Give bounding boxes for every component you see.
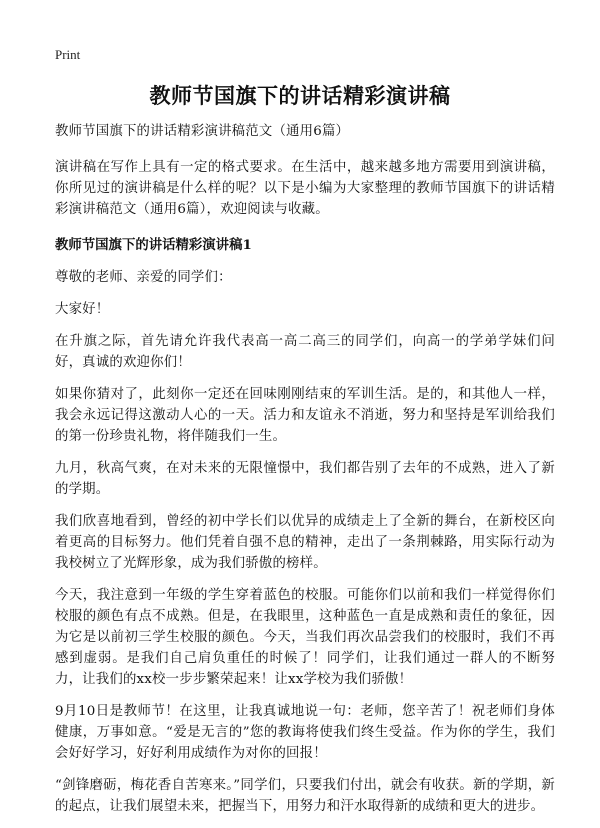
body-paragraph: “剑锋磨砺，梅花香自苦寒来。”同学们，只要我们付出，就会有收获。新的学期，新的起点，让我们展望未来，把握当下，用努力和汗水取得新的成绩和更大的进步。 <box>55 778 555 814</box>
body-paragraph: 我们欣喜地看到，曾经的初中学长们以优异的成绩走上了全新的舞台，在新校区向着更高的目标努力。他们凭着自强不息的精神，走出了一条荆棘路，用实际行动为我校树立了光辉形象，成为我们骄傲的榜样。 <box>55 514 555 571</box>
body-paragraph: 9月10日是教师节！在这里，让我真诚地说一句：老师，您辛苦了！祝老师们身体健康，万事如意。“爱是无言的”您的教诲将使我们终生受益。作为你的学生，我们会好好学习，好好利用成绩作为对你的回报！ <box>55 704 555 761</box>
article-subtitle: 教师节国旗下的讲话精彩演讲稿范文（通用6篇） <box>55 124 350 139</box>
body-paragraph: 今天，我注意到一年级的学生穿着蓝色的校服。可能你们以前和我们一样觉得你们校服的颜色有点不成熟。但是，在我眼里，这种蓝色一直是成熟和责任的象征，因为它是以前初三学生校服的颜色。今天，当我们再次品尝我们的校服时，我们不再感到虚弱。是我们自己肩负重任的时候了！同学们，让我们通过一群人的不断努力，让我们的xx校一步步繁荣起来！让xx学校为我们骄傲！ <box>55 588 555 687</box>
intro-paragraph: 演讲稿在写作上具有一定的格式要求。在生活中，越来越多地方需要用到演讲稿，你所见过的演讲稿是什么样的呢？以下是小编为大家整理的教师节国旗下的讲话精彩演讲稿范文（通用6篇），欢迎阅读与收藏。 <box>55 160 555 217</box>
body-paragraph: 尊敬的老师、亲爱的同学们： <box>55 270 232 285</box>
body-paragraph: 在升旗之际，首先请允许我代表高一高二高三的同学们，向高一的学弟学妹们问好，真诚的欢迎你们！ <box>55 334 555 370</box>
print-link[interactable]: Print <box>55 47 81 62</box>
page-title: 教师节国旗下的讲话精彩演讲稿 <box>149 83 451 108</box>
body-paragraph: 大家好！ <box>55 302 110 317</box>
body-paragraph: 如果你猜对了，此刻你一定还在回味刚刚结束的军训生活。是的，和其他人一样，我会永远记得这激动人心的一天。活力和友谊永不消逝，努力和坚持是军训给我们的第一份珍贵礼物，将伴随我们一生。 <box>55 387 555 444</box>
article-body <box>55 121 555 817</box>
body-paragraph: 九月，秋高气爽，在对未来的无限憧憬中，我们都告别了去年的不成熟，进入了新的学期。 <box>55 461 555 497</box>
section-heading: 教师节国旗下的讲话精彩演讲稿1 <box>55 237 252 253</box>
